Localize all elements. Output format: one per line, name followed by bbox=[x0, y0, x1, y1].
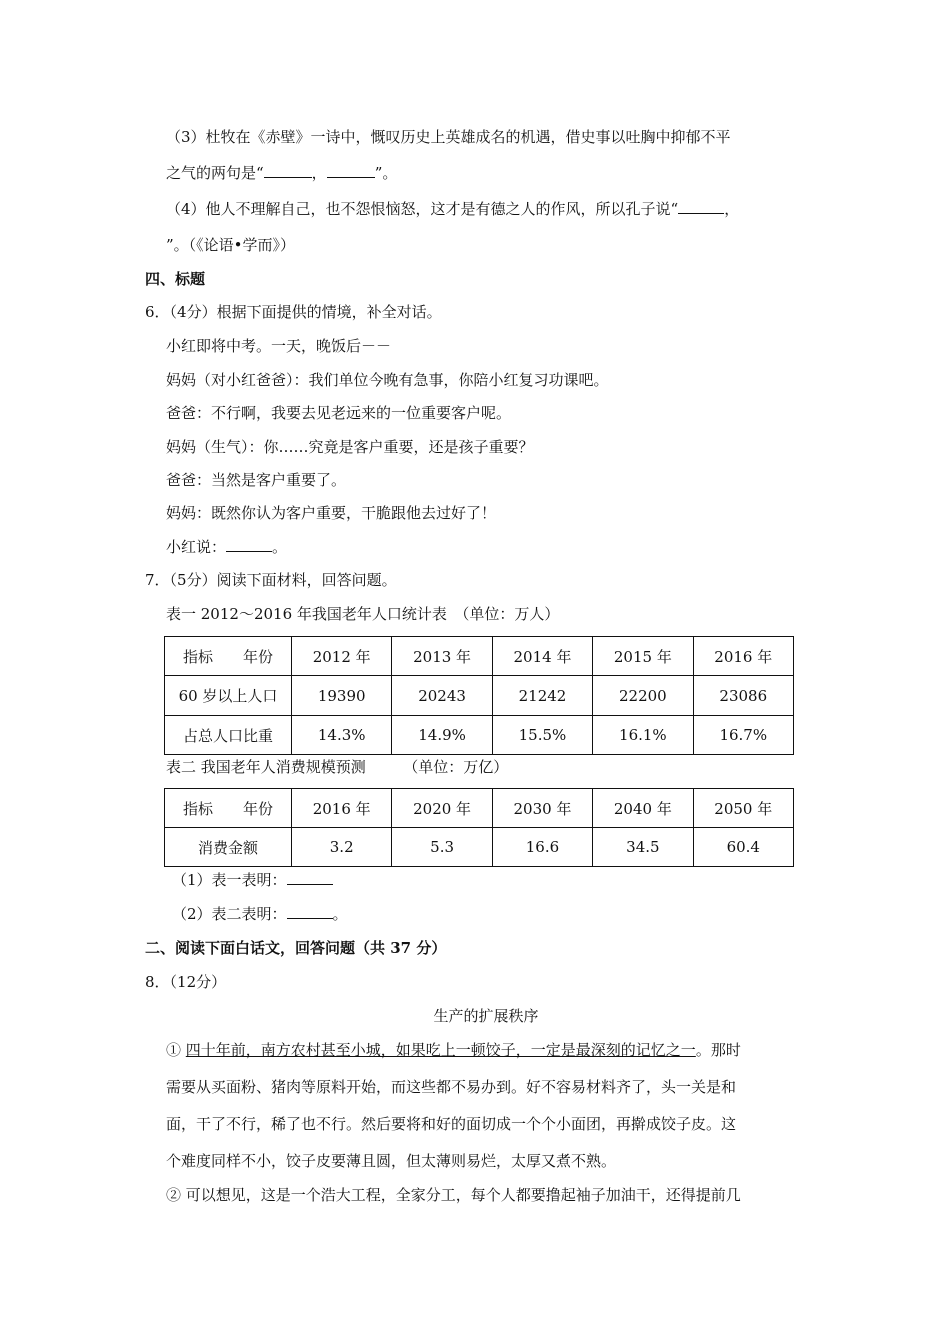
table-cell: 22200 bbox=[593, 676, 693, 716]
q6-answer-label: 小红说： bbox=[166, 538, 227, 556]
table-header-cell: 2030 年 bbox=[492, 789, 592, 828]
table-cell: 5.3 bbox=[392, 828, 492, 867]
table-row bbox=[165, 716, 794, 755]
table-row bbox=[165, 789, 794, 828]
table-elderly-consumption bbox=[164, 788, 794, 867]
answer-blank[interactable] bbox=[264, 163, 312, 178]
table-header-cell: 2016 年 bbox=[693, 637, 793, 676]
table-header-cell: 2015 年 bbox=[593, 637, 693, 676]
answer-blank[interactable] bbox=[327, 163, 375, 178]
q7-sub2-end: 。 bbox=[332, 905, 348, 923]
table-header-cell: 2012 年 bbox=[292, 637, 392, 676]
table-cell: 16.6 bbox=[492, 828, 592, 867]
q5-item3-line1: （3）杜牧在《赤壁》一诗中，慨叹历史上英雄成名的机遇，借史事以吐胸中抑郁不平 bbox=[166, 128, 731, 146]
passage-line: 面，干了不行，稀了也不行。然后要将和好的面切成一个个小面团，再擀成饺子皮。这 bbox=[166, 1115, 737, 1133]
table-corner-cell: 指标 年份 bbox=[165, 789, 292, 828]
answer-blank[interactable] bbox=[678, 199, 724, 214]
q5-item3-text-mid: ， bbox=[311, 164, 327, 182]
q7-sub2-label: （2）表二表明： bbox=[172, 905, 287, 923]
underlined-sentence: 四十年前，南方农村甚至小城，如果吃上一顿饺子，一定是最深刻的记忆之一 bbox=[185, 1041, 696, 1059]
table-row-label: 消费金额 bbox=[165, 828, 292, 867]
table-cell: 3.2 bbox=[292, 828, 392, 867]
q5-item4-line1 bbox=[166, 198, 739, 220]
dialogue-line: 小红即将中考。一天，晚饭后－－ bbox=[166, 337, 392, 355]
dialogue-line: 妈妈：既然你认为客户重要，干脆跟他去过好了！ bbox=[166, 504, 497, 522]
q5-item3-text-pre: 之气的两句是“ bbox=[166, 164, 264, 182]
table-cell: 15.5% bbox=[492, 716, 592, 755]
passage-line: ② 可以想见，这是一个浩大工程，全家分工，每个人都要撸起袖子加油干，还得提前几 bbox=[166, 1186, 741, 1204]
table-cell: 21242 bbox=[492, 676, 592, 716]
q6-answer-line bbox=[166, 536, 287, 558]
table-header-cell: 2050 年 bbox=[693, 789, 793, 828]
paragraph-number: ① bbox=[166, 1041, 182, 1059]
q5-item4-text-pre: （4）他人不理解自己，也不怨恨恼怒，这才是有德之人的作风，所以孔子说“ bbox=[166, 200, 679, 218]
q6-stem: 6．（4分）根据下面提供的情境，补全对话。 bbox=[145, 303, 442, 321]
passage-line: 个难度同样不小，饺子皮要薄且圆，但太薄则易烂，太厚又煮不熟。 bbox=[166, 1152, 617, 1170]
dialogue-line: 爸爸：不行啊，我要去见老远来的一位重要客户呢。 bbox=[166, 404, 512, 422]
q8-stem: 8．（12分） bbox=[145, 973, 227, 991]
table-cell: 14.3% bbox=[292, 716, 392, 755]
q5-item4-line2: ”。（《论语•学而》） bbox=[166, 236, 296, 254]
section-heading: 四、标题 bbox=[145, 270, 206, 288]
passage-text: 。那时 bbox=[695, 1041, 741, 1059]
dialogue-line: 妈妈（生气）：你……究竟是客户重要，还是孩子重要？ bbox=[166, 438, 534, 456]
q5-item3-line2 bbox=[166, 162, 397, 184]
table-header-cell: 2040 年 bbox=[593, 789, 693, 828]
table-cell: 16.1% bbox=[593, 716, 693, 755]
table-header-cell: 2013 年 bbox=[392, 637, 492, 676]
table-cell: 16.7% bbox=[693, 716, 793, 755]
table-row-label: 60 岁以上人口 bbox=[165, 676, 292, 716]
q7-stem: 7．（5分）阅读下面材料，回答问题。 bbox=[145, 571, 397, 589]
passage-line: 需要从买面粉、猪肉等原料开始，而这些都不易办到。好不容易材料齐了，头一关是和 bbox=[166, 1078, 737, 1096]
table-row bbox=[165, 676, 794, 716]
section-heading: 二、阅读下面白话文，回答问题（共 37 分） bbox=[145, 939, 447, 957]
table-cell: 60.4 bbox=[693, 828, 793, 867]
q7-sub1 bbox=[172, 869, 333, 891]
table-header-cell: 2020 年 bbox=[392, 789, 492, 828]
q7-sub1-label: （1）表一表明： bbox=[172, 871, 287, 889]
table-header-cell: 2016 年 bbox=[292, 789, 392, 828]
q6-answer-end: 。 bbox=[272, 538, 288, 556]
dialogue-line: 爸爸：当然是客户重要了。 bbox=[166, 471, 347, 489]
dialogue-line: 妈妈（对小红爸爸）：我们单位今晚有急事，你陪小红复习功课吧。 bbox=[166, 371, 609, 389]
table2-caption: 表二 我国老年人消费规模预测 （单位：万亿） bbox=[166, 758, 509, 776]
q5-item3-text-post: ”。 bbox=[374, 164, 398, 182]
table-cell: 23086 bbox=[693, 676, 793, 716]
table-cell: 34.5 bbox=[593, 828, 693, 867]
table-row bbox=[165, 828, 794, 867]
table-header-cell: 2014 年 bbox=[492, 637, 592, 676]
table-cell: 19390 bbox=[292, 676, 392, 716]
table-row-label: 占总人口比重 bbox=[165, 716, 292, 755]
answer-blank[interactable] bbox=[287, 870, 333, 885]
q7-sub2 bbox=[172, 903, 348, 925]
table-row bbox=[165, 637, 794, 676]
table-cell: 14.9% bbox=[392, 716, 492, 755]
table-corner-cell: 指标 年份 bbox=[165, 637, 292, 676]
q5-item4-text-post: ， bbox=[724, 200, 740, 218]
passage-line bbox=[166, 1039, 741, 1061]
answer-blank[interactable] bbox=[226, 537, 272, 552]
passage-title: 生产的扩展秩序 bbox=[433, 1007, 539, 1025]
table-cell: 20243 bbox=[392, 676, 492, 716]
table1-caption: 表一 2012～2016 年我国老年人口统计表 （单位：万人） bbox=[166, 605, 560, 623]
answer-blank[interactable] bbox=[287, 904, 333, 919]
table-elderly-population bbox=[164, 636, 794, 755]
